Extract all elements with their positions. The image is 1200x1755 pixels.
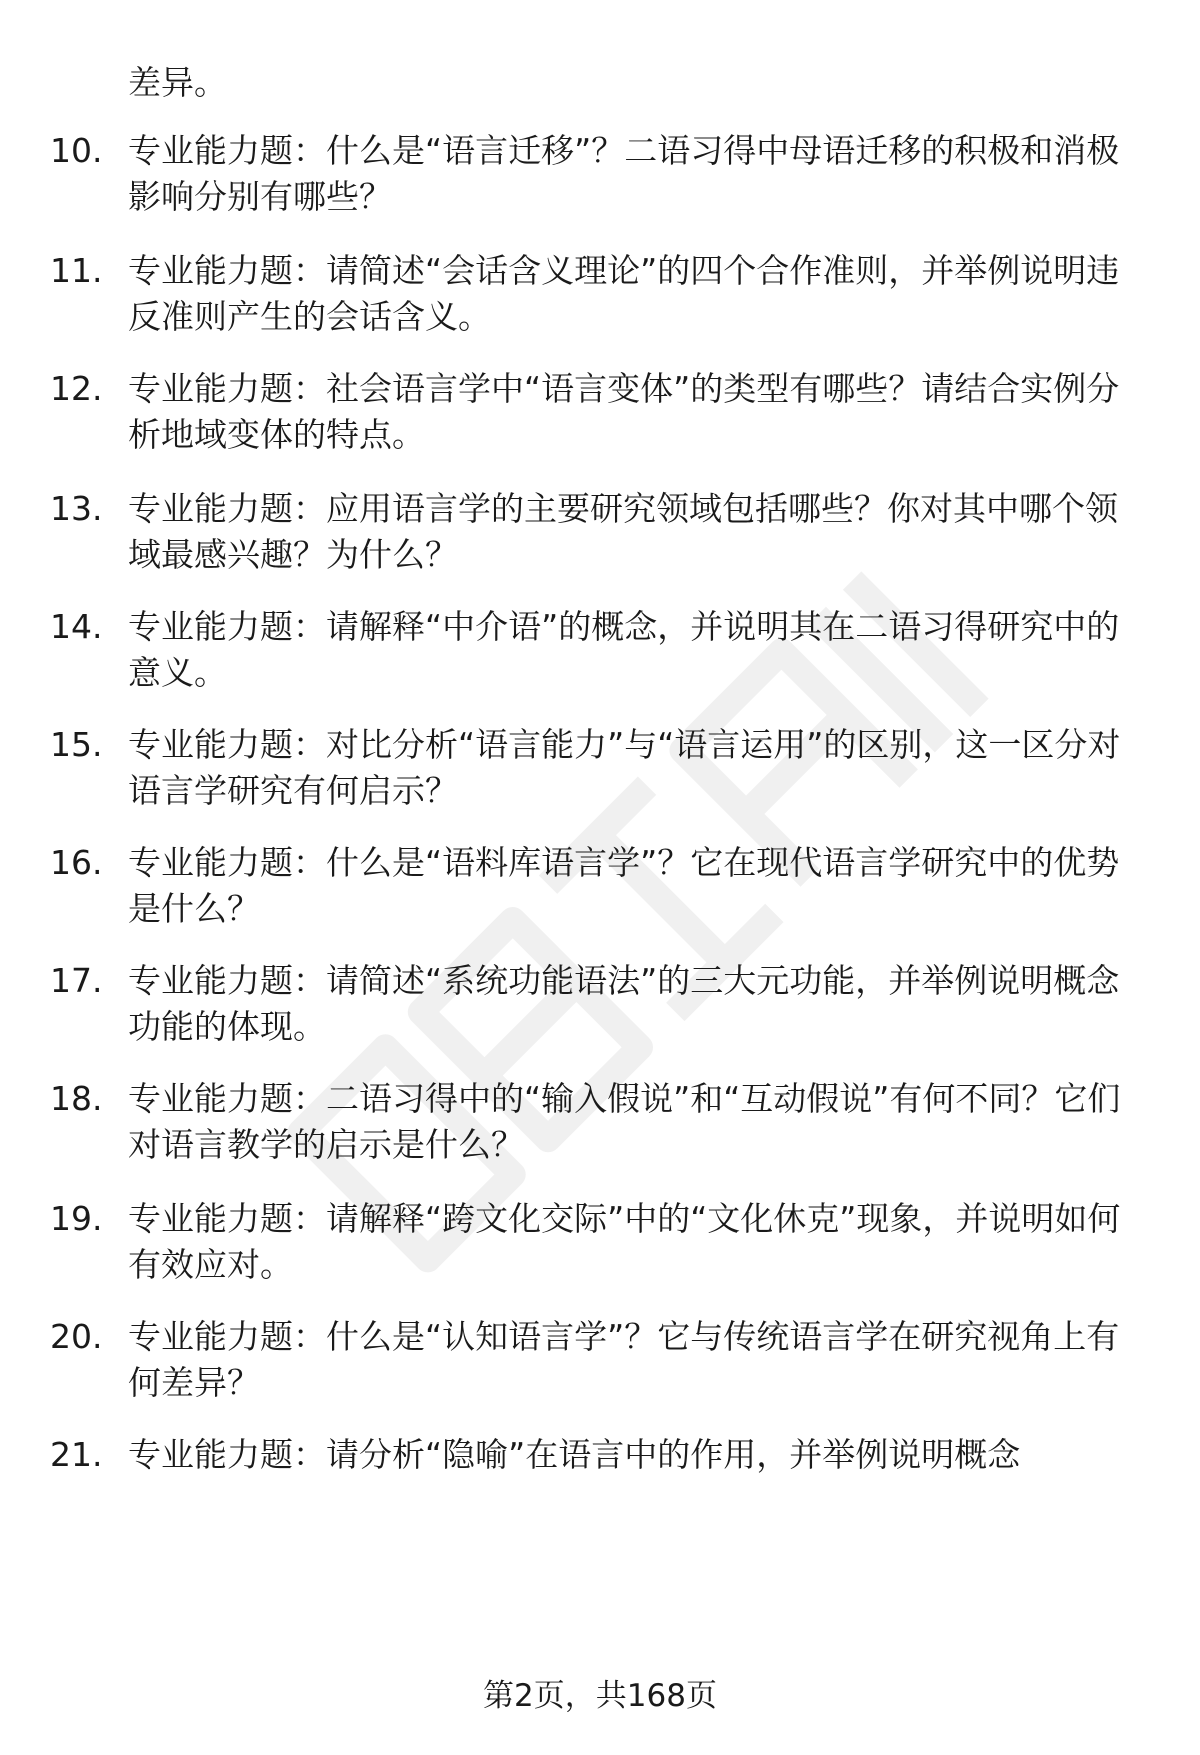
item-number: 18. [50, 1079, 103, 1118]
item-number: 20. [50, 1317, 103, 1356]
item-text: 专业能力题：对比分析“语言能力”与“语言运用”的区别，这一区分对语言学研究有何启示？ [128, 725, 1121, 810]
item-text: 专业能力题：请分析“隐喻”在语言中的作用，并举例说明概念 [128, 1435, 1021, 1474]
item-text: 专业能力题：请简述“会话含义理论”的四个合作准则，并举例说明违反准则产生的会话含义。 [128, 251, 1120, 336]
item-number: 11. [50, 251, 103, 290]
item-text: 专业能力题：社会语言学中“语言变体”的类型有哪些？请结合实例分析地域变体的特点。 [128, 369, 1120, 454]
item-text: 专业能力题：请简述“系统功能语法”的三大元功能，并举例说明概念功能的体现。 [128, 961, 1120, 1046]
item-number: 17. [50, 961, 103, 1000]
item-text: 专业能力题：二语习得中的“输入假说”和“互动假说”有何不同？它们对语言教学的启示是什么？ [128, 1079, 1121, 1164]
item-text: 专业能力题：什么是“语言迁移”？二语习得中母语迁移的积极和消极影响分别有哪些？ [128, 131, 1120, 216]
item-number: 12. [50, 369, 103, 408]
item-text: 专业能力题：请解释“跨文化交际”中的“文化休克”现象，并说明如何有效应对。 [128, 1199, 1121, 1284]
item-number: 13. [50, 489, 103, 528]
item-text: 专业能力题：什么是“认知语言学”？它与传统语言学在研究视角上有何差异？ [128, 1317, 1120, 1402]
item-number: 16. [50, 843, 103, 882]
item-number: 10. [50, 131, 103, 170]
item-text: 专业能力题：应用语言学的主要研究领域包括哪些？你对其中哪个领域最感兴趣？为什么？ [128, 489, 1118, 574]
item-number: 19. [50, 1199, 103, 1238]
item-text: 专业能力题：请解释“中介语”的概念，并说明其在二语习得研究中的意义。 [128, 607, 1120, 692]
item-text: 专业能力题：什么是“语料库语言学”？它在现代语言学研究中的优势是什么？ [128, 843, 1120, 928]
item-number: 14. [50, 607, 103, 646]
item-number: 21. [50, 1435, 103, 1474]
item-number: 15. [50, 725, 103, 764]
page-footer: 第2页，共168页 [483, 1678, 717, 1714]
continuation-text: 差异。 [128, 63, 227, 102]
